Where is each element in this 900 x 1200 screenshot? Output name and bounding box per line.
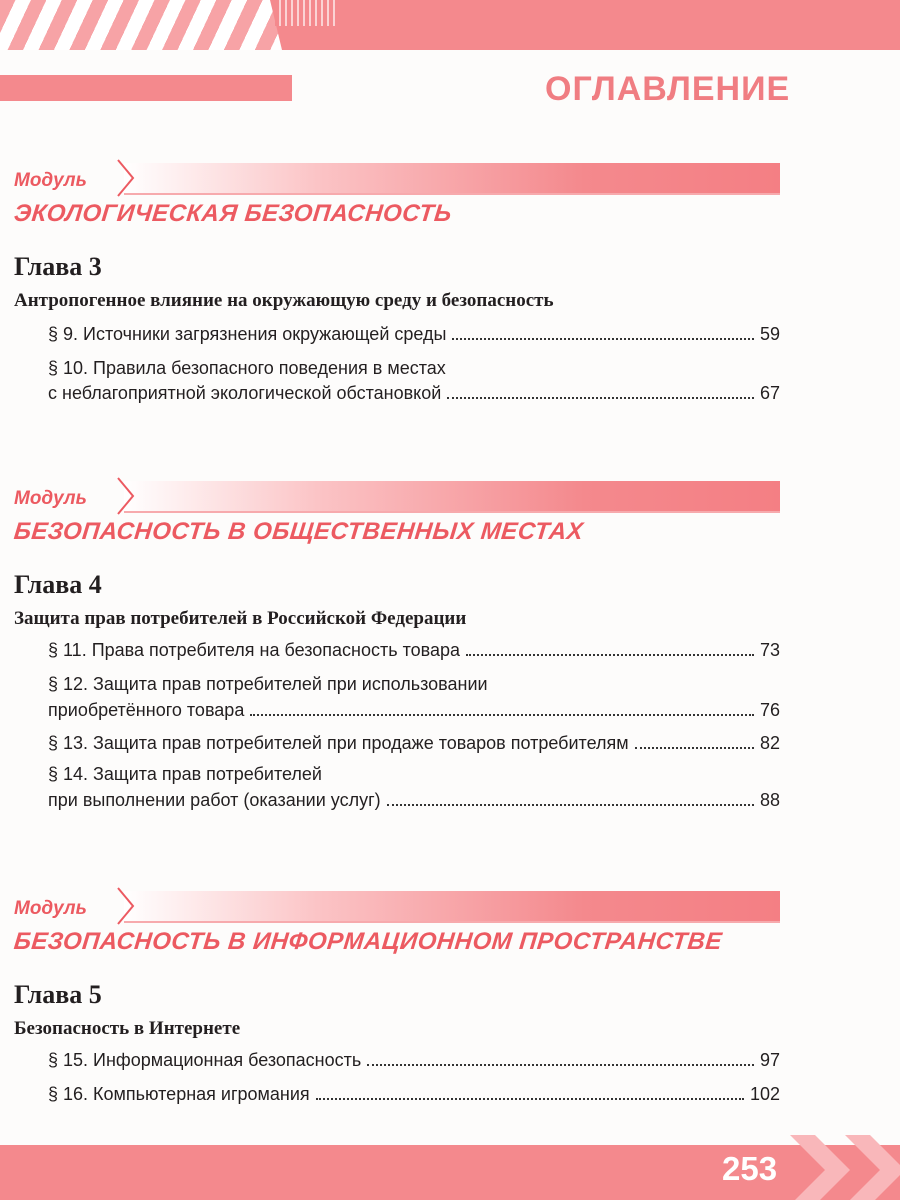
dot-leader — [387, 804, 754, 806]
entry-page: 67 — [759, 383, 780, 403]
entry-title: § 16. Компьютерная игромания — [48, 1084, 310, 1104]
module-banner — [124, 163, 780, 195]
dot-leader — [466, 654, 754, 656]
chapter-title: Безопасность в Интернете — [14, 1018, 241, 1039]
chapter-number: Глава 4 — [14, 570, 102, 599]
module-label: Модуль — [14, 170, 87, 191]
module-title: БЕЗОПАСНОСТЬ В ОБЩЕСТВЕННЫХ МЕСТАХ — [12, 518, 585, 545]
module-banner — [124, 891, 780, 923]
toc-entry[interactable] — [48, 1047, 780, 1073]
entry-page: 82 — [759, 733, 780, 753]
top-band — [270, 0, 900, 50]
entry-title: § 11. Права потребителя на безопасность товара — [48, 640, 461, 660]
chevron-icon — [116, 887, 136, 925]
toc-entry-line: § 10. Правила безопасного поведения в местах — [48, 358, 446, 378]
decorative-stripes — [0, 0, 280, 50]
chevron-icon — [116, 159, 136, 197]
toc-entry-line: § 14. Защита прав потребителей — [48, 764, 322, 784]
entry-title: при выполнении работ (оказании услуг) — [48, 790, 381, 810]
entry-title: с неблагоприятной экологической обстановкой — [48, 383, 442, 403]
entry-page: 102 — [749, 1084, 780, 1104]
entry-title: § 15. Информационная безопасность — [48, 1050, 362, 1070]
page-title: ОГЛАВЛЕНИЕ — [545, 70, 791, 108]
module-title: БЕЗОПАСНОСТЬ В ИНФОРМАЦИОННОМ ПРОСТРАНСТВЕ — [12, 928, 724, 955]
toc-entry[interactable] — [48, 730, 780, 756]
module-label: Модуль — [14, 898, 87, 919]
chapter-title: Антропогенное влияние на окружающую среду и безопасность — [14, 290, 554, 311]
chapter-title: Защита прав потребителей в Российской Федерации — [14, 608, 467, 629]
module-banner — [124, 481, 780, 513]
dot-leader — [367, 1064, 754, 1066]
entry-page: 59 — [759, 324, 780, 344]
chevron-arrows-icon — [790, 1120, 900, 1200]
toc-entry[interactable] — [48, 380, 780, 406]
module-title: ЭКОЛОГИЧЕСКАЯ БЕЗОПАСНОСТЬ — [12, 200, 454, 227]
page-number: 253 — [722, 1150, 778, 1187]
entry-page: 88 — [759, 790, 780, 810]
entry-title: приобретённого товара — [48, 700, 245, 720]
toc-entry[interactable] — [48, 787, 780, 813]
toc-entry[interactable] — [48, 1081, 780, 1107]
entry-title: § 9. Источники загрязнения окружающей среды — [48, 324, 447, 344]
dot-leader — [452, 338, 754, 340]
title-bar — [0, 75, 292, 101]
toc-entry[interactable] — [48, 697, 780, 723]
dot-leader — [447, 397, 754, 399]
module-label: Модуль — [14, 488, 87, 509]
entry-page: 76 — [759, 700, 780, 720]
chevron-icon — [116, 477, 136, 515]
entry-page: 73 — [759, 640, 780, 660]
chapter-number: Глава 3 — [14, 252, 102, 281]
dot-leader — [250, 714, 754, 716]
toc-entry[interactable] — [48, 637, 780, 663]
chapter-number: Глава 5 — [14, 980, 102, 1009]
entry-page: 97 — [759, 1050, 780, 1070]
entry-title: § 13. Защита прав потребителей при продаже товаров потребителям — [48, 733, 629, 753]
toc-entry[interactable] — [48, 321, 780, 347]
dot-leader — [316, 1098, 744, 1100]
dot-leader — [635, 747, 754, 749]
toc-entry-line: § 12. Защита прав потребителей при использовании — [48, 674, 488, 694]
barcode-mark — [275, 0, 337, 26]
